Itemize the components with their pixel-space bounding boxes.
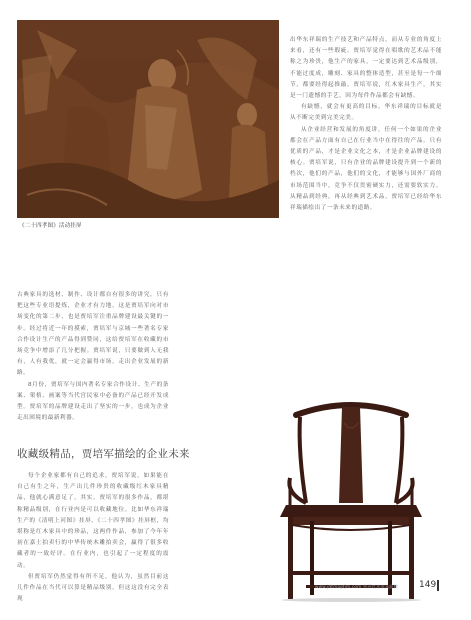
section-heading: 收藏级精品，贾培军描绘的企业未来 (17, 448, 190, 460)
paragraph: 但贾培军仍然觉得有所不足，他认为，虽然目前这几件作品在当代可以算是精品级别，但这这没有完全表现 (17, 573, 169, 603)
carving-photo (17, 20, 279, 218)
paragraph: 8月份，贾培军与国内著名专家合作设计、生产的条案、架格、画案等当代宫民家中必备的产品已经开发成型。贾培军的品牌建设走出了坚实的一步，也成为企业走出困境的最新利器。 (17, 381, 169, 422)
page-bar (437, 580, 439, 591)
photo-caption: 《二十四孝图》活动挂屏 (19, 223, 82, 229)
article-column-left-top (17, 290, 169, 424)
page-number: 149 (419, 580, 437, 590)
carved-screen-image (17, 20, 279, 218)
footer-site: www.jdtmagfjm.com 华声红木家具品牌 (315, 584, 399, 589)
article-column-right-top (290, 35, 442, 214)
paragraph: 从企业经营和发展的角度讲，任何一个如果的企业都会在产品方面有自己在行业当中在得往的产品。只有优质的产品，才是企业文化之本，才是企业品牌建设的核心。贾培军说，只有企业的品牌建设提升到一个新的档次，他们的产品，他们的文化，才能够与国外厂商的市场范围当中，竞争不仅贯密硬实力，还需要软实力。从精品到经典，再从经典到艺术品，贾培军已经给华东祥瑞描绘出了一条未来的道路。 (290, 126, 442, 212)
article-column-left-bottom (17, 471, 169, 605)
paragraph: 古典家具的选材、制作、设计都自有很多的讲究。只有把这些专业语提炼，企业才有力地，这是贾培军向对市场变化的第二步，也是贾培军注重品牌建设最关键的一步。经过将近一年的摸索，贾培军与京城一些著名专家合作设计生产的产品得到赞同，这给贾培军在收藏的市场竞争中增添了几分把握。贾培军说，只要做到人无我有，人有我优，就一定会赢得市场，走出企业发展的新路。 (17, 292, 169, 377)
paragraph: 出华东祥瑞的生产技艺和产品特点，而从专业的角度上来看，还有一些瑕疵。贾培军觉得在唱歌的艺术品不能称之为珍贵，他生产的家具，一定要达到艺术品级别，不能过度成，雕刻、家具的整体造型，甚至是每一个细节，都要经得起推敲。贾培军说，红木家具生产，其实是一门遗憾的手艺，因为每件作品都会有缺憾。 (290, 37, 442, 100)
paragraph: 有缺憾，就会有更高的目标。华东祥瑞的目标就是从不断完美到完美完美。 (290, 104, 442, 122)
paragraph: 每个企业家都有自己的追求，贾培军说，如果能在自己有生之年，生产出几件珍贵的收藏级红木家具精品，他就心满意足了。其实，贾培军的很多作品，都堪称精品级别，在行业内是可以收藏地位。比如华东祥瑞生产的《清明上河图》挂屏、《二十四孝图》挂屏框，均堪称是红木家具中的珍品，这两件作品，参加了今年年初在嘉士拍卖行的中华传统木雕拍卖会，赢得了很多收藏者的一致好评。在行业内，也引起了一定程度的震动。 (17, 473, 169, 569)
armchair-photo (276, 393, 426, 603)
